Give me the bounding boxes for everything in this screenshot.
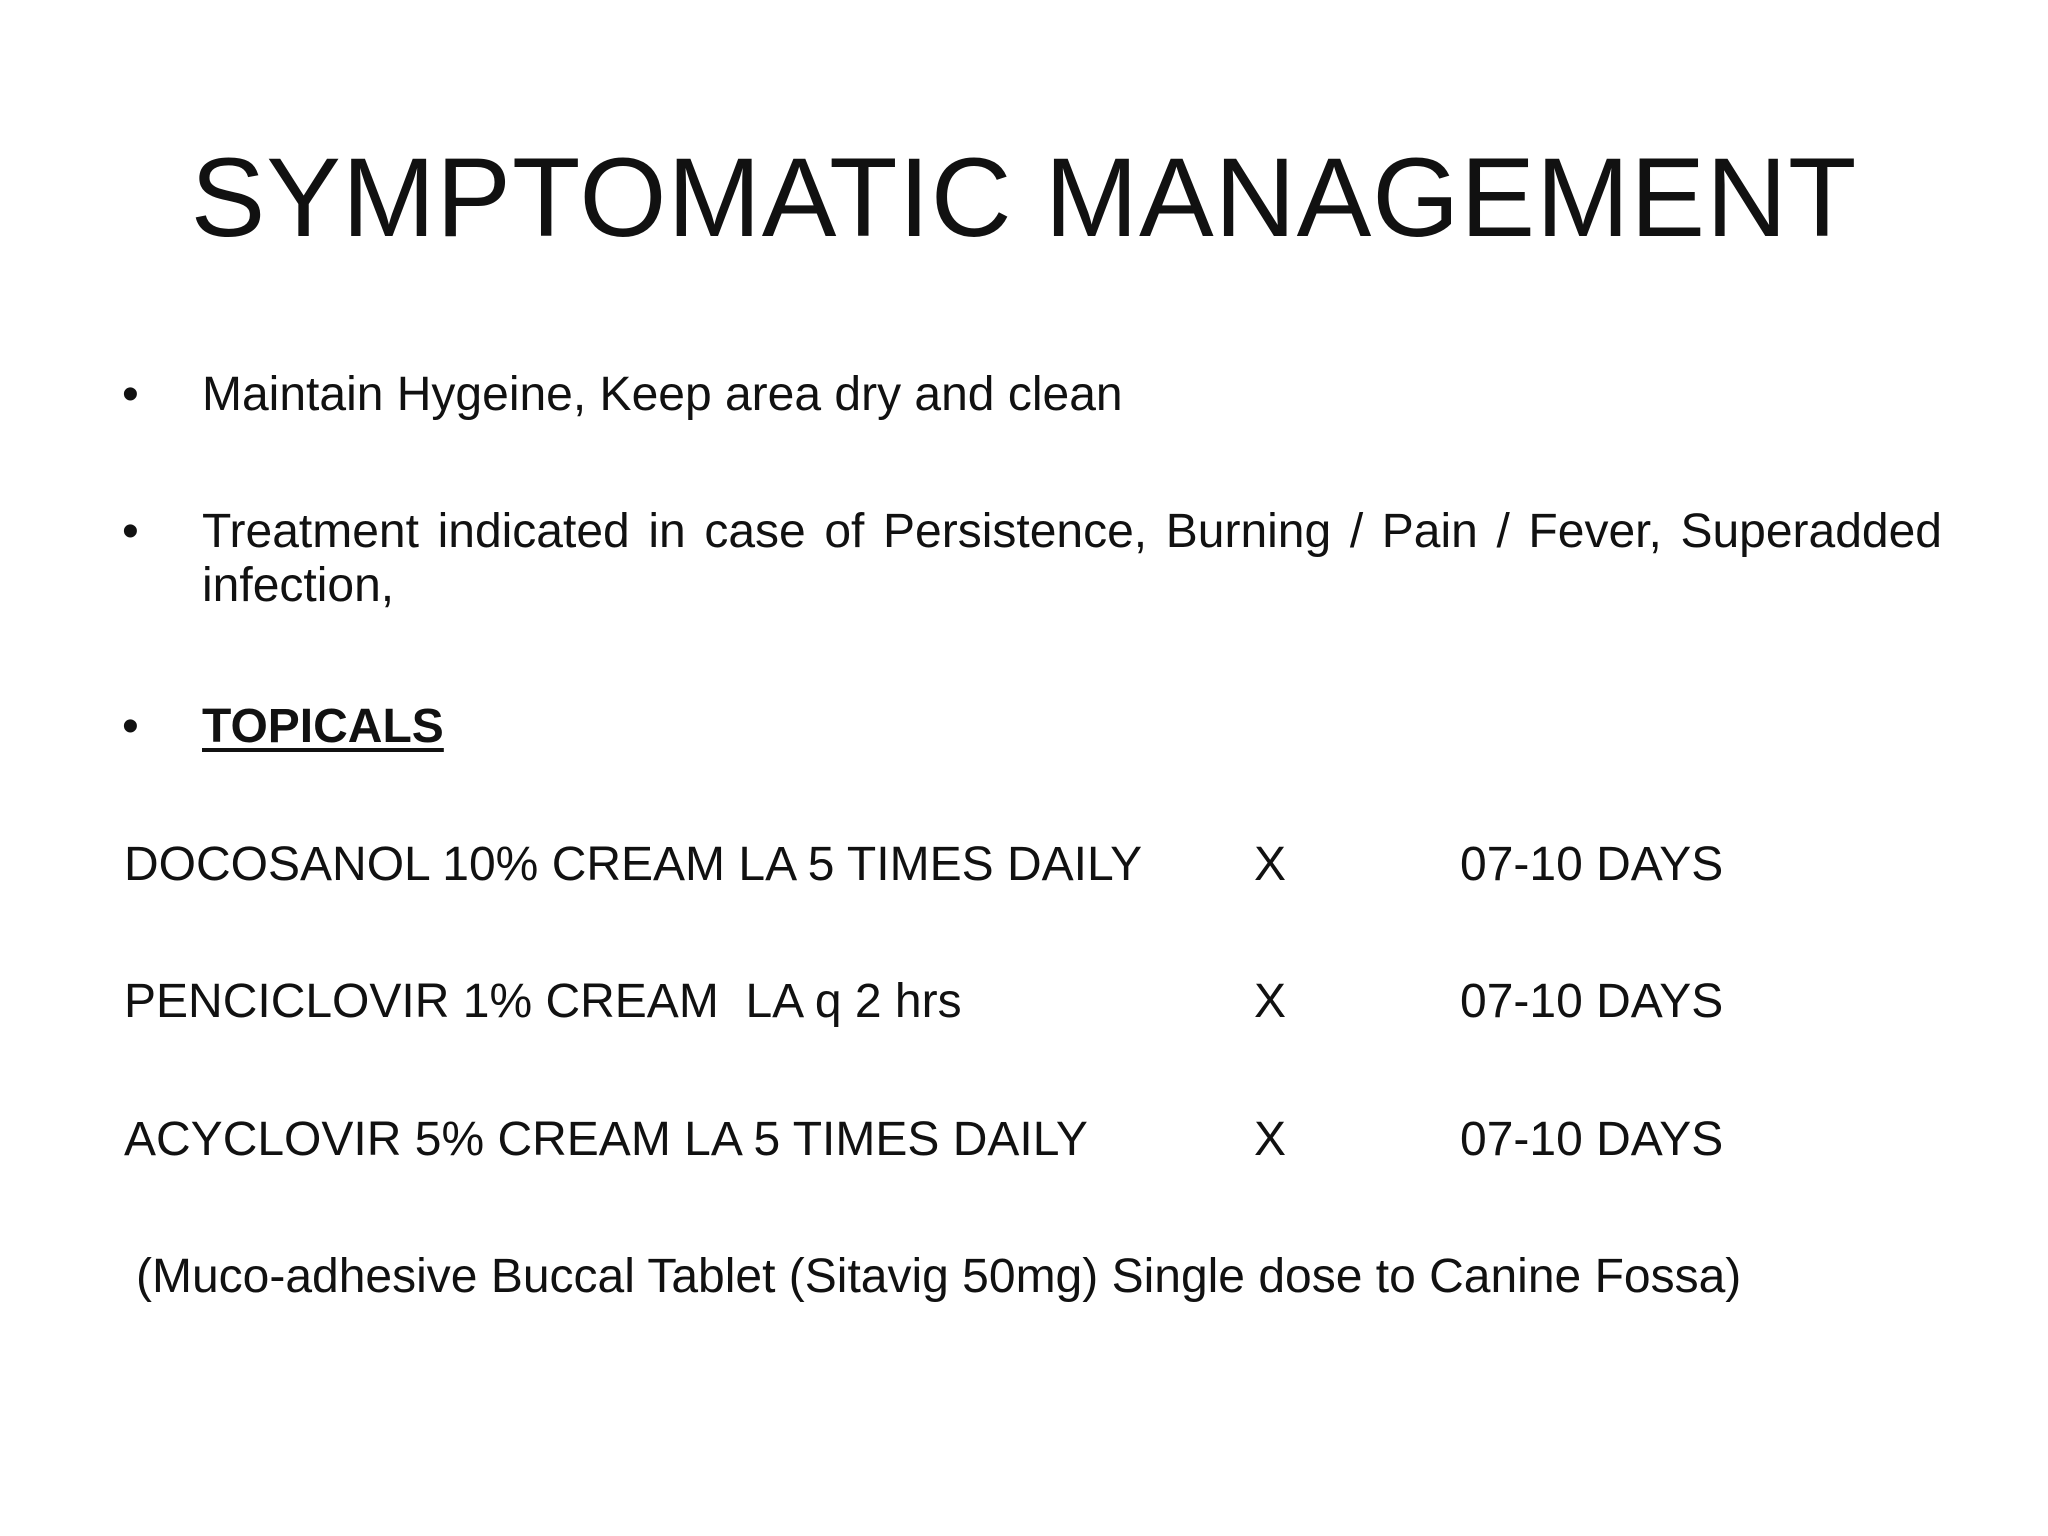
medication-duration: 07-10 DAYS: [1460, 975, 1724, 1028]
bullet-marker: •: [122, 368, 139, 421]
bullet-item-treatment-indication: [122, 505, 1942, 625]
bullet-text: Treatment indicated in case of Persistence, Burning / Pain / Fever, Superadded infection,: [202, 505, 1942, 612]
slide-title: SYMPTOMATIC MANAGEMENT: [190, 135, 1858, 260]
medication-row: [124, 1113, 1824, 1173]
bullet-marker: •: [122, 700, 139, 753]
bullet-item-hygiene: [122, 368, 1942, 428]
medication-times-symbol: X: [1254, 1113, 1287, 1166]
medication-name: PENCICLOVIR 1% CREAM LA q 2 hrs: [124, 975, 962, 1028]
medication-name: DOCOSANOL 10% CREAM LA 5 TIMES DAILY: [124, 838, 1143, 891]
medication-times-symbol: X: [1254, 838, 1287, 891]
bullet-marker: •: [122, 505, 139, 558]
medication-row: [124, 838, 1824, 898]
buccal-tablet-note: (Muco-adhesive Buccal Tablet (Sitavig 50mg) Single dose to Canine Fossa): [136, 1250, 1742, 1303]
medication-name: ACYCLOVIR 5% CREAM LA 5 TIMES DAILY: [124, 1113, 1088, 1166]
medication-times-symbol: X: [1254, 975, 1287, 1028]
medication-duration: 07-10 DAYS: [1460, 1113, 1724, 1166]
section-heading-topicals: TOPICALS: [202, 700, 444, 753]
medication-row: [124, 975, 1824, 1035]
bullet-text: Maintain Hygeine, Keep area dry and clean: [202, 368, 1123, 421]
bullet-item-topicals: [122, 700, 1942, 760]
medication-duration: 07-10 DAYS: [1460, 838, 1724, 891]
